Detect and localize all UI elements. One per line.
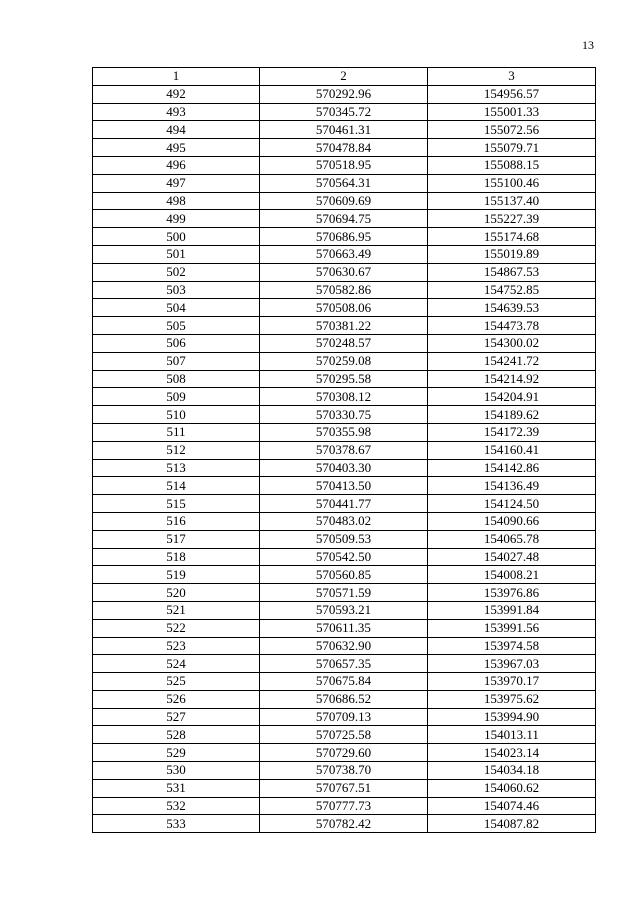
table-cell: 153967.03 <box>428 655 596 673</box>
table-cell: 154214.92 <box>428 370 596 388</box>
table-cell: 493 <box>93 103 260 121</box>
table-cell: 533 <box>93 815 260 833</box>
column-header-3: 3 <box>428 68 596 86</box>
table-cell: 155088.15 <box>428 156 596 174</box>
table-cell: 154160.41 <box>428 441 596 459</box>
table-cell: 153970.17 <box>428 673 596 691</box>
table-cell: 570593.21 <box>260 601 428 619</box>
table-row <box>93 530 596 548</box>
table-row <box>93 388 596 406</box>
table-cell: 154087.82 <box>428 815 596 833</box>
table-cell: 570355.98 <box>260 423 428 441</box>
table-cell: 499 <box>93 210 260 228</box>
table-cell: 570508.06 <box>260 299 428 317</box>
table-cell: 570441.77 <box>260 495 428 513</box>
table-cell: 153976.86 <box>428 584 596 602</box>
table-row <box>93 548 596 566</box>
table-row <box>93 566 596 584</box>
table-cell: 570694.75 <box>260 210 428 228</box>
table-cell: 515 <box>93 495 260 513</box>
table-cell: 570663.49 <box>260 245 428 263</box>
table-cell: 154300.02 <box>428 334 596 352</box>
table-cell: 570542.50 <box>260 548 428 566</box>
table-cell: 570611.35 <box>260 619 428 637</box>
table-cell: 517 <box>93 530 260 548</box>
table-row <box>93 477 596 495</box>
table-cell: 570686.95 <box>260 228 428 246</box>
table-cell: 570564.31 <box>260 174 428 192</box>
table-row <box>93 103 596 121</box>
table-row <box>93 156 596 174</box>
table-cell: 504 <box>93 299 260 317</box>
table-row <box>93 744 596 762</box>
table-row <box>93 192 596 210</box>
table-row <box>93 263 596 281</box>
table-cell: 570478.84 <box>260 139 428 157</box>
column-header-2: 2 <box>260 68 428 86</box>
table-cell: 570729.60 <box>260 744 428 762</box>
table-row <box>93 619 596 637</box>
table-row <box>93 85 596 103</box>
table-row <box>93 281 596 299</box>
table-cell: 513 <box>93 459 260 477</box>
table-cell: 507 <box>93 352 260 370</box>
table-cell: 492 <box>93 85 260 103</box>
coordinates-table <box>92 67 596 833</box>
table-cell: 505 <box>93 317 260 335</box>
table-cell: 512 <box>93 441 260 459</box>
table-row <box>93 673 596 691</box>
table-cell: 154752.85 <box>428 281 596 299</box>
table-cell: 154189.62 <box>428 406 596 424</box>
table-cell: 498 <box>93 192 260 210</box>
table-cell: 154639.53 <box>428 299 596 317</box>
table-row <box>93 228 596 246</box>
table-row <box>93 779 596 797</box>
table-row <box>93 370 596 388</box>
table-cell: 495 <box>93 139 260 157</box>
table-cell: 521 <box>93 601 260 619</box>
table-cell: 570709.13 <box>260 708 428 726</box>
table-row <box>93 210 596 228</box>
table-row <box>93 423 596 441</box>
table-row <box>93 797 596 815</box>
table-cell: 153991.56 <box>428 619 596 637</box>
table-cell: 510 <box>93 406 260 424</box>
table-cell: 520 <box>93 584 260 602</box>
table-cell: 154867.53 <box>428 263 596 281</box>
table-body <box>93 85 596 832</box>
table-cell: 516 <box>93 512 260 530</box>
table-cell: 526 <box>93 690 260 708</box>
table-cell: 570738.70 <box>260 762 428 780</box>
table-cell: 509 <box>93 388 260 406</box>
table-cell: 154065.78 <box>428 530 596 548</box>
table-cell: 154034.18 <box>428 762 596 780</box>
table-cell: 508 <box>93 370 260 388</box>
table-cell: 497 <box>93 174 260 192</box>
table-cell: 496 <box>93 156 260 174</box>
table-cell: 528 <box>93 726 260 744</box>
table-cell: 154956.57 <box>428 85 596 103</box>
table-row <box>93 601 596 619</box>
table-cell: 154090.66 <box>428 512 596 530</box>
table-cell: 523 <box>93 637 260 655</box>
table-cell: 570657.35 <box>260 655 428 673</box>
table-row <box>93 708 596 726</box>
table-row <box>93 174 596 192</box>
table-row <box>93 512 596 530</box>
table-cell: 532 <box>93 797 260 815</box>
table-cell: 154023.14 <box>428 744 596 762</box>
table-cell: 154060.62 <box>428 779 596 797</box>
table-cell: 155100.46 <box>428 174 596 192</box>
table-cell: 570295.58 <box>260 370 428 388</box>
table-cell: 155019.89 <box>428 245 596 263</box>
table-row <box>93 815 596 833</box>
table-row <box>93 406 596 424</box>
table-cell: 570413.50 <box>260 477 428 495</box>
table-row <box>93 459 596 477</box>
table-cell: 530 <box>93 762 260 780</box>
table-cell: 570767.51 <box>260 779 428 797</box>
table-row <box>93 352 596 370</box>
table-cell: 155174.68 <box>428 228 596 246</box>
table-row <box>93 726 596 744</box>
table-cell: 570777.73 <box>260 797 428 815</box>
table-cell: 524 <box>93 655 260 673</box>
table-row <box>93 584 596 602</box>
table-cell: 529 <box>93 744 260 762</box>
table-cell: 570248.57 <box>260 334 428 352</box>
table-cell: 570725.58 <box>260 726 428 744</box>
page-number: 13 <box>582 38 594 52</box>
table-cell: 570782.42 <box>260 815 428 833</box>
table-cell: 525 <box>93 673 260 691</box>
table-cell: 154013.11 <box>428 726 596 744</box>
table-cell: 511 <box>93 423 260 441</box>
table-row <box>93 299 596 317</box>
table-cell: 500 <box>93 228 260 246</box>
table-row <box>93 334 596 352</box>
table-row <box>93 317 596 335</box>
table-cell: 503 <box>93 281 260 299</box>
table-row <box>93 121 596 139</box>
table-row <box>93 441 596 459</box>
table-row <box>93 690 596 708</box>
table-cell: 501 <box>93 245 260 263</box>
table-row <box>93 245 596 263</box>
table-cell: 155001.33 <box>428 103 596 121</box>
table-cell: 155079.71 <box>428 139 596 157</box>
table-cell: 570330.75 <box>260 406 428 424</box>
table-cell: 155137.40 <box>428 192 596 210</box>
table-cell: 570308.12 <box>260 388 428 406</box>
table-cell: 153994.90 <box>428 708 596 726</box>
table-cell: 154172.39 <box>428 423 596 441</box>
table-cell: 570381.22 <box>260 317 428 335</box>
table-cell: 154074.46 <box>428 797 596 815</box>
table-cell: 154124.50 <box>428 495 596 513</box>
table-cell: 519 <box>93 566 260 584</box>
table-row <box>93 495 596 513</box>
table-cell: 570345.72 <box>260 103 428 121</box>
table-cell: 153975.62 <box>428 690 596 708</box>
table-row <box>93 637 596 655</box>
table-row <box>93 762 596 780</box>
table-cell: 570461.31 <box>260 121 428 139</box>
table-cell: 154008.21 <box>428 566 596 584</box>
table-cell: 570630.67 <box>260 263 428 281</box>
table-header-row <box>93 68 596 86</box>
table-cell: 518 <box>93 548 260 566</box>
table-cell: 570675.84 <box>260 673 428 691</box>
table-row <box>93 139 596 157</box>
table-cell: 494 <box>93 121 260 139</box>
table-cell: 154136.49 <box>428 477 596 495</box>
table-cell: 570582.86 <box>260 281 428 299</box>
table-cell: 154142.86 <box>428 459 596 477</box>
table-cell: 154027.48 <box>428 548 596 566</box>
table-cell: 153991.84 <box>428 601 596 619</box>
table-cell: 570378.67 <box>260 441 428 459</box>
table-cell: 570509.53 <box>260 530 428 548</box>
table-cell: 154241.72 <box>428 352 596 370</box>
table-cell: 154204.91 <box>428 388 596 406</box>
table-cell: 502 <box>93 263 260 281</box>
table-cell: 570518.95 <box>260 156 428 174</box>
table-cell: 153974.58 <box>428 637 596 655</box>
table-cell: 570632.90 <box>260 637 428 655</box>
table-cell: 506 <box>93 334 260 352</box>
table-cell: 570609.69 <box>260 192 428 210</box>
table-cell: 155072.56 <box>428 121 596 139</box>
table-cell: 527 <box>93 708 260 726</box>
table-cell: 531 <box>93 779 260 797</box>
table-cell: 514 <box>93 477 260 495</box>
table-cell: 570571.59 <box>260 584 428 602</box>
table-cell: 570483.02 <box>260 512 428 530</box>
table-cell: 154473.78 <box>428 317 596 335</box>
table-cell: 570686.52 <box>260 690 428 708</box>
column-header-1: 1 <box>93 68 260 86</box>
table-cell: 522 <box>93 619 260 637</box>
table-cell: 570292.96 <box>260 85 428 103</box>
table-cell: 155227.39 <box>428 210 596 228</box>
table-cell: 570403.30 <box>260 459 428 477</box>
table-cell: 570259.08 <box>260 352 428 370</box>
table-cell: 570560.85 <box>260 566 428 584</box>
table-row <box>93 655 596 673</box>
